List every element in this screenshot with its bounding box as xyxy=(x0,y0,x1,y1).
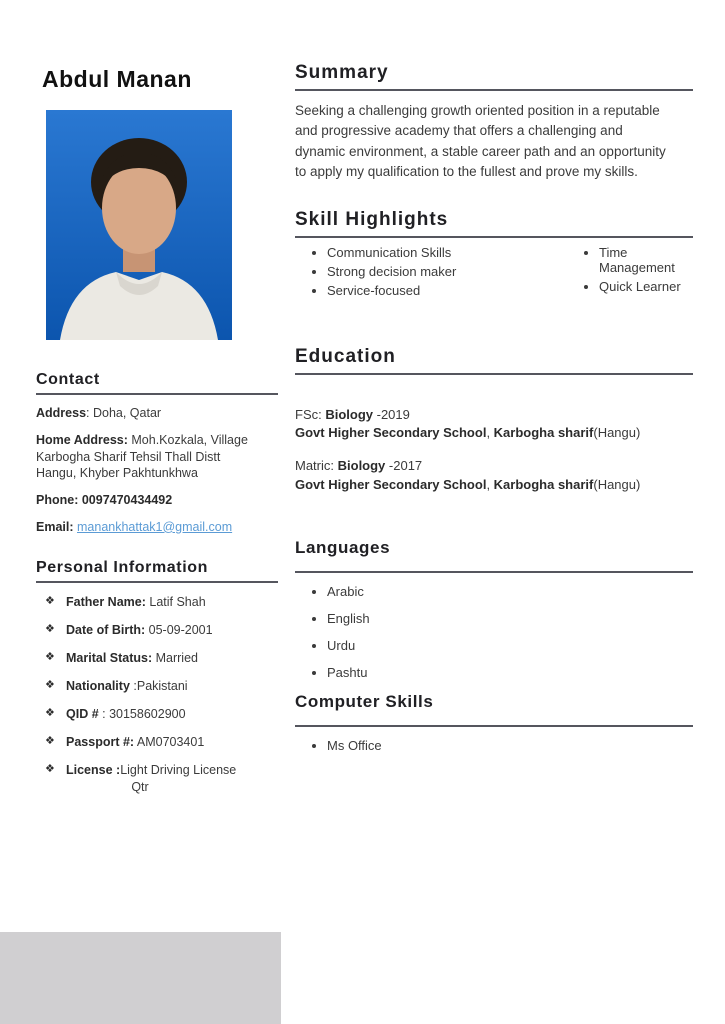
education-degree-line: FSc: Biology -2019 xyxy=(295,407,410,422)
education-entry-fsc xyxy=(295,406,693,442)
personal-label: QID # xyxy=(66,707,99,721)
personal-info-item-marital-status xyxy=(36,650,278,667)
skill-list-right xyxy=(567,245,693,302)
address-value: : Doha, Qatar xyxy=(86,406,162,420)
skill-item: • Strong decision maker xyxy=(327,264,567,279)
license-qtr-line: Qtr xyxy=(131,779,149,794)
skill-item: • Communication Skills xyxy=(327,245,567,260)
personal-label: Father Name: xyxy=(66,595,146,609)
education-school-line: Govt Higher Secondary School, Karbogha sharif(Hangu) xyxy=(295,476,641,492)
diamond-bullet-icon: ❖ xyxy=(45,735,55,747)
email-label: Email: xyxy=(36,519,74,534)
personal-label: Passport #: xyxy=(66,735,135,749)
email-link[interactable]: manankhattak1@gmail.com xyxy=(77,519,233,534)
candidate-name: Abdul Manan xyxy=(42,66,192,92)
computer-skill-item: • Ms Office xyxy=(327,738,693,753)
education-school-line: Govt Higher Secondary School, Karbogha sharif(Hangu) xyxy=(295,425,641,441)
language-item: • Arabic xyxy=(327,584,693,599)
phone-row xyxy=(36,492,264,509)
computer-skills-list xyxy=(295,738,693,753)
contact-section xyxy=(36,371,278,536)
education-heading: Education xyxy=(295,346,693,375)
personal-value: Married xyxy=(152,651,198,665)
education-entry-matric xyxy=(295,457,693,493)
personal-value: :Pakistani xyxy=(129,679,188,693)
diamond-bullet-icon: ❖ xyxy=(45,623,55,635)
language-item: • Pashtu xyxy=(327,665,693,680)
address-row xyxy=(36,405,264,422)
diamond-bullet-icon: ❖ xyxy=(45,707,55,719)
summary-text: Seeking a challenging growth oriented position in a reputable and progressive academy that offers a challenging and dynamic environment, a stable career path and an opportunity to apply my qualification to the fullest and prove my skills. xyxy=(295,103,666,179)
education-section xyxy=(295,346,693,494)
diamond-bullet-icon: ❖ xyxy=(45,763,55,775)
skill-item: • Time Management xyxy=(599,245,693,275)
personal-info-item-nationality xyxy=(36,678,278,695)
profile-photo xyxy=(46,110,232,340)
diamond-bullet-icon: ❖ xyxy=(45,595,55,607)
address-label: Address xyxy=(36,406,87,420)
personal-label: Marital Status: xyxy=(66,651,153,665)
personal-info-item-father-name xyxy=(36,594,278,611)
person-portrait-icon xyxy=(46,110,232,340)
personal-value: AM0703401 xyxy=(134,735,205,749)
personal-info-item-qid xyxy=(36,706,278,723)
language-item: • English xyxy=(327,611,693,626)
phone-label: Phone: xyxy=(36,493,79,507)
gray-footer-block xyxy=(0,932,281,1024)
personal-info-heading: Personal Information xyxy=(36,559,278,583)
summary-heading: Summary xyxy=(295,62,693,91)
personal-info-item-license xyxy=(36,762,278,795)
personal-info-item-passport xyxy=(36,734,278,751)
languages-heading: Languages xyxy=(295,538,693,573)
education-degree-line: Matric: Biology -2017 xyxy=(295,458,423,474)
languages-list xyxy=(295,584,693,680)
skill-item: • Quick Learner xyxy=(599,279,693,294)
skill-item: • Service-focused xyxy=(327,283,567,298)
diamond-bullet-icon: ❖ xyxy=(45,679,55,691)
personal-value: Light Driving License xyxy=(120,763,237,777)
email-row xyxy=(36,519,264,536)
skill-columns xyxy=(295,245,693,302)
diamond-bullet-icon: ❖ xyxy=(45,651,55,663)
home-address-label: Home Address: xyxy=(36,432,128,447)
phone-value: 0097470434492 xyxy=(78,493,173,507)
home-address-row xyxy=(36,432,264,482)
computer-skills-heading: Computer Skills xyxy=(295,692,693,727)
skill-highlights-heading: Skill Highlights xyxy=(295,209,693,238)
personal-label: Nationality xyxy=(66,679,130,693)
left-column xyxy=(36,66,278,795)
personal-info-section xyxy=(36,559,278,796)
language-item: • Urdu xyxy=(327,638,693,653)
personal-info-item-date-of-birth xyxy=(36,622,278,639)
right-column xyxy=(295,62,693,765)
home-address-value: Moh.Kozkala, Village Karbogha Sharif Tehsil Thall Distt Hangu, Khyber Pakhtunkhwa xyxy=(36,432,248,481)
personal-value: : 30158602900 xyxy=(98,707,186,721)
skill-list-left xyxy=(295,245,567,302)
personal-label: Date of Birth: xyxy=(66,623,146,637)
skill-highlights-section xyxy=(295,209,693,302)
personal-label: License : xyxy=(66,763,121,777)
computer-skills-section xyxy=(295,692,693,753)
summary-section xyxy=(295,62,693,182)
contact-heading: Contact xyxy=(36,371,278,395)
personal-value: Latif Shah xyxy=(145,595,206,609)
personal-value: 05-09-2001 xyxy=(145,623,213,637)
languages-section xyxy=(295,538,693,680)
